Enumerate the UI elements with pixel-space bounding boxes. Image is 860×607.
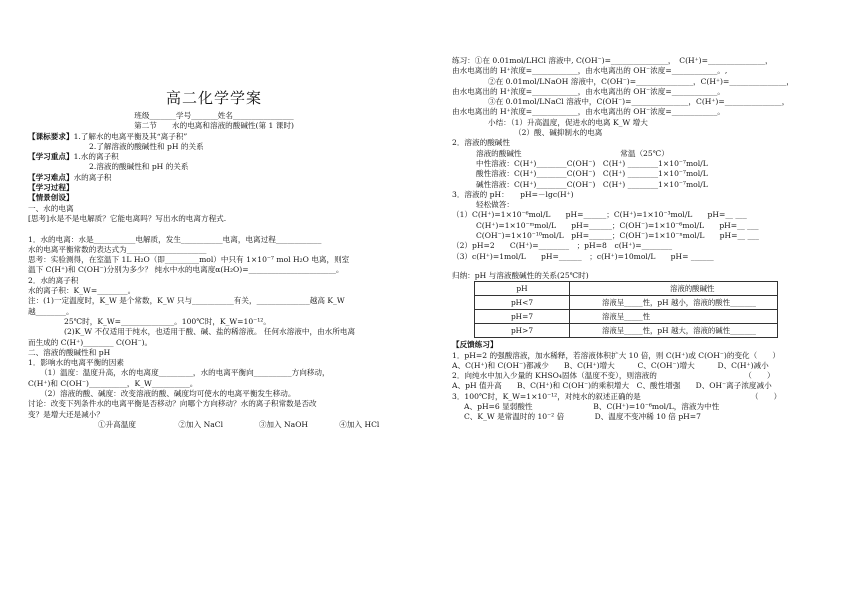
water-ionization-line: 1．水的电离：水是___________电解质，发生___________电离，电离过程____________ bbox=[28, 234, 322, 244]
acidity-line: （2）溶液的酸、碱度：改变溶液的酸、碱度均可使水的电离平衡发生移动。 bbox=[40, 389, 296, 399]
process-heading: 【学习过程】 bbox=[28, 183, 74, 193]
neutral-solution-line: 中性溶液：C(H⁺)________C(OH⁻) C(H⁺) ________1×10⁻⁷mol/L bbox=[476, 158, 708, 168]
blank-line bbox=[28, 224, 400, 234]
question-choices: A、pH=6 显弱酸性 B、C(H⁺)=10⁻⁶mol/L，溶液为中性 bbox=[464, 402, 720, 412]
summary-line: 小结：（1）升高温度，促进水的电离 K_W 增大 bbox=[488, 117, 648, 127]
table-row bbox=[475, 324, 778, 338]
table-cell: 溶液呈_____性 bbox=[570, 310, 778, 324]
key-point-line: 【学习重点】1.水的离子积 bbox=[28, 152, 119, 162]
table-header-cell: 溶液的酸碱性 bbox=[570, 282, 778, 296]
summary-line: （2）酸、碱抑制水的电离 bbox=[514, 128, 603, 138]
objective-line: 【课标要求】1.了解水的电离平衡及其“离子积” bbox=[28, 131, 188, 141]
equilibrium-constant-line: 水的电离平衡常数的表达式为_____________________ bbox=[28, 244, 207, 254]
table-caption: 归纳：pH 与溶液酸碱性的关系(25℃时) bbox=[452, 270, 589, 280]
practice-line: ②在 0.01mol/LNaOH 溶液中，C(OH⁻)=_______________，C(H⁺)=_______________， bbox=[488, 76, 794, 86]
table-cell: 溶液呈_____性，pH 越大，溶液的碱性_______ bbox=[570, 324, 778, 338]
question-choices: A、pH 值升高 B、C(H⁺)和 C(OH⁻)的乘积增大 C、酸性增强 D、OH⁻离子浓度减小 bbox=[452, 381, 772, 391]
page-title: 高二化学学案 bbox=[165, 89, 262, 107]
part-two-heading: 二、溶液的酸碱性和 pH bbox=[28, 347, 111, 357]
condition-options bbox=[28, 420, 400, 430]
table-cell: pH>7 bbox=[475, 324, 570, 338]
discussion-line: 讨论：改变下列条件水的电离平衡是否移动？向哪个方向移动？水的离子积常数是否改 bbox=[28, 399, 317, 409]
option-add-hcl: ④加入 HCl bbox=[339, 419, 380, 429]
objective-line: 2.了解溶液的酸碱性和 pH 的关系 bbox=[89, 141, 204, 151]
exercise-line: （3）c(H⁺)=1mol/L pH=______ ；c(H⁺)=10mol/L pH= ______ bbox=[452, 251, 714, 261]
table-cell: pH=7 bbox=[475, 310, 570, 324]
difficulty-line: 【学习难点】水的离子积 bbox=[28, 172, 112, 182]
acidic-solution-line: 酸性溶液：C(H⁺)________C(OH⁻) C(H⁺) ________1×10⁻⁷mol/L bbox=[476, 169, 708, 179]
exercise-line: C(OH⁻)=1×10⁻¹⁰mol/L pH=______；C(OH⁻)=1×10⁻ⁿmol/L pH=__ ___ bbox=[476, 231, 759, 241]
option-raise-temperature: ①升高温度 bbox=[98, 419, 136, 429]
experiment-line: 思考：实验测得，在室温下 1L H₂O（即_________mol）中只有 1×10⁻⁷ mol H₂O 电离，则室 bbox=[28, 255, 350, 265]
note-line: (2)K_W 不仅适用于纯水，也适用于酸、碱、盐的稀溶液。 任何水溶液中，由水所电离 bbox=[64, 327, 356, 337]
think-question: [思考]水是不是电解质？它能电离吗？写出水的电离方程式. bbox=[28, 213, 227, 223]
note-line: 越________。 bbox=[28, 306, 74, 316]
practice-line: 练习：①在 0.01mol/LHCl 溶液中, C(OH⁻)=_______________， C(H⁺)=_______________， bbox=[452, 56, 773, 65]
key-point-line: 2.溶液的酸碱性和 pH 的关系 bbox=[89, 162, 189, 172]
option-add-naoh: ③加入 NaOH bbox=[258, 419, 309, 429]
right-column bbox=[452, 56, 836, 423]
question-choices: C、K_W 是常温时的 10⁻² 倍 D、温度不变冲稀 10 倍 pH=7 bbox=[464, 412, 701, 422]
ion-product-line: 水的离子积：K_W=________。 bbox=[28, 286, 136, 296]
exercise-line: C(H⁺)=1×10⁻ᵐmol/L pH=______；C(OH⁻)=1×10⁻⁶mol/L pH=__ ___ bbox=[476, 220, 759, 230]
basic-solution-line: 碱性溶液：C(H⁺)________C(OH⁻) C(H⁺) ________1×10⁻⁷mol/L bbox=[476, 179, 708, 189]
question-choices: A、C(H⁺)和 C(OH⁻)都减少 B、C(H⁺)增大 C、C(OH⁻)增大 D、C(H⁺)减小 bbox=[452, 360, 769, 370]
question-line: 1．pH=2 的强酸溶液，加水稀释，若溶液体积扩大 10 倍，则 C(H⁺)或 C(OH⁻)的变化（ ） bbox=[452, 350, 781, 360]
scenario-heading: 【情景创设】 bbox=[28, 193, 74, 203]
temperature-line: C(H⁺)和 C(OH⁻)__________，K_W__________。 bbox=[28, 378, 198, 388]
note-line: 而生成的 C(H⁺)________ C(OH⁻)。 bbox=[28, 337, 153, 347]
exercise-heading: 轻松做答： bbox=[476, 200, 514, 210]
practice-line: ③在 0.01mol/LNaCl 溶液中，C(OH⁻)=_______________，C(H⁺)=_______________， bbox=[488, 97, 790, 107]
practice-line: 由水电离出的 H⁺浓度=____________，由水电离出的 OH⁻浓度=____________。 bbox=[452, 107, 725, 117]
practice-line: 由水电离出的 H⁺浓度=____________，由水电离出的 OH⁻浓度=____________。 bbox=[452, 86, 725, 96]
factors-heading: 1．影响水的电离平衡的因素 bbox=[28, 358, 124, 368]
ph-definition-line: 3．溶液的 pH： pH=－lgc(H⁺) bbox=[452, 189, 574, 199]
table-row bbox=[475, 296, 778, 310]
part-one-heading: 一、水的电离 bbox=[28, 203, 74, 213]
section-heading: 第二节 水的电离和溶液的酸碱性(第 1 课时) bbox=[134, 121, 294, 131]
table-header-row bbox=[475, 282, 778, 296]
temperature-line: （1）温度：温度升高，水的电离度_________，水的电离平衡向__________方向移动， bbox=[40, 368, 330, 378]
practice-line: 由水电离出的 H⁺浓度=____________，由水电离出的 OH⁻浓度=____________。, bbox=[452, 66, 728, 76]
acid-base-subheading: 溶液的酸碱性 常温（25℃） bbox=[476, 148, 669, 158]
table-cell: pH<7 bbox=[475, 296, 570, 310]
left-column bbox=[28, 0, 400, 430]
exercise-line: （1）C(H⁺)=1×10⁻⁶mol/L pH=______；C(H⁺)=1×10⁻³mol/L pH=__ ___ bbox=[452, 210, 747, 220]
feedback-heading: 【反馈练习】 bbox=[452, 340, 498, 350]
kw-values-line: 25℃时，K_W=______________。100℃时，K_W=10⁻¹²。 bbox=[64, 316, 271, 326]
student-info-line: 班级_______学号_______姓名________________ bbox=[134, 111, 294, 120]
exercise-line: （2）pH=2 C(H⁺)=________ ；pH=8 c(H⁺)=________ bbox=[452, 241, 672, 251]
discussion-line: 变？是增大还是减小？ bbox=[28, 409, 104, 419]
question-line: 3．100℃时，K_W=1×10⁻¹²，对纯水的叙述正确的是 （ ） bbox=[452, 391, 782, 401]
table-cell: 溶液呈_____性，pH 越小，溶液的酸性_______ bbox=[570, 296, 778, 310]
table-header-cell: pH bbox=[475, 282, 570, 296]
ph-relation-table bbox=[474, 281, 778, 338]
note-line: 注：(1)一定温度时，K_W 是个常数，K_W 只与___________有关，______________越高 K_W bbox=[28, 296, 345, 306]
option-add-nacl: ②加入 NaCl bbox=[178, 419, 224, 429]
question-line: 2．向纯水中加入少量的 KHSO₄固体（温度不变），则溶液的 （ ） bbox=[452, 371, 775, 381]
acid-base-heading: 2．溶液的酸碱性 bbox=[452, 138, 510, 148]
ion-product-heading: 2．水的离子积 bbox=[28, 275, 79, 285]
experiment-line: 温下 C(H⁺)和 C(OH⁻)分别为多少？ 纯水中水的电离度α(H₂O)=_______________________。 bbox=[28, 265, 344, 275]
table-row bbox=[475, 310, 778, 324]
